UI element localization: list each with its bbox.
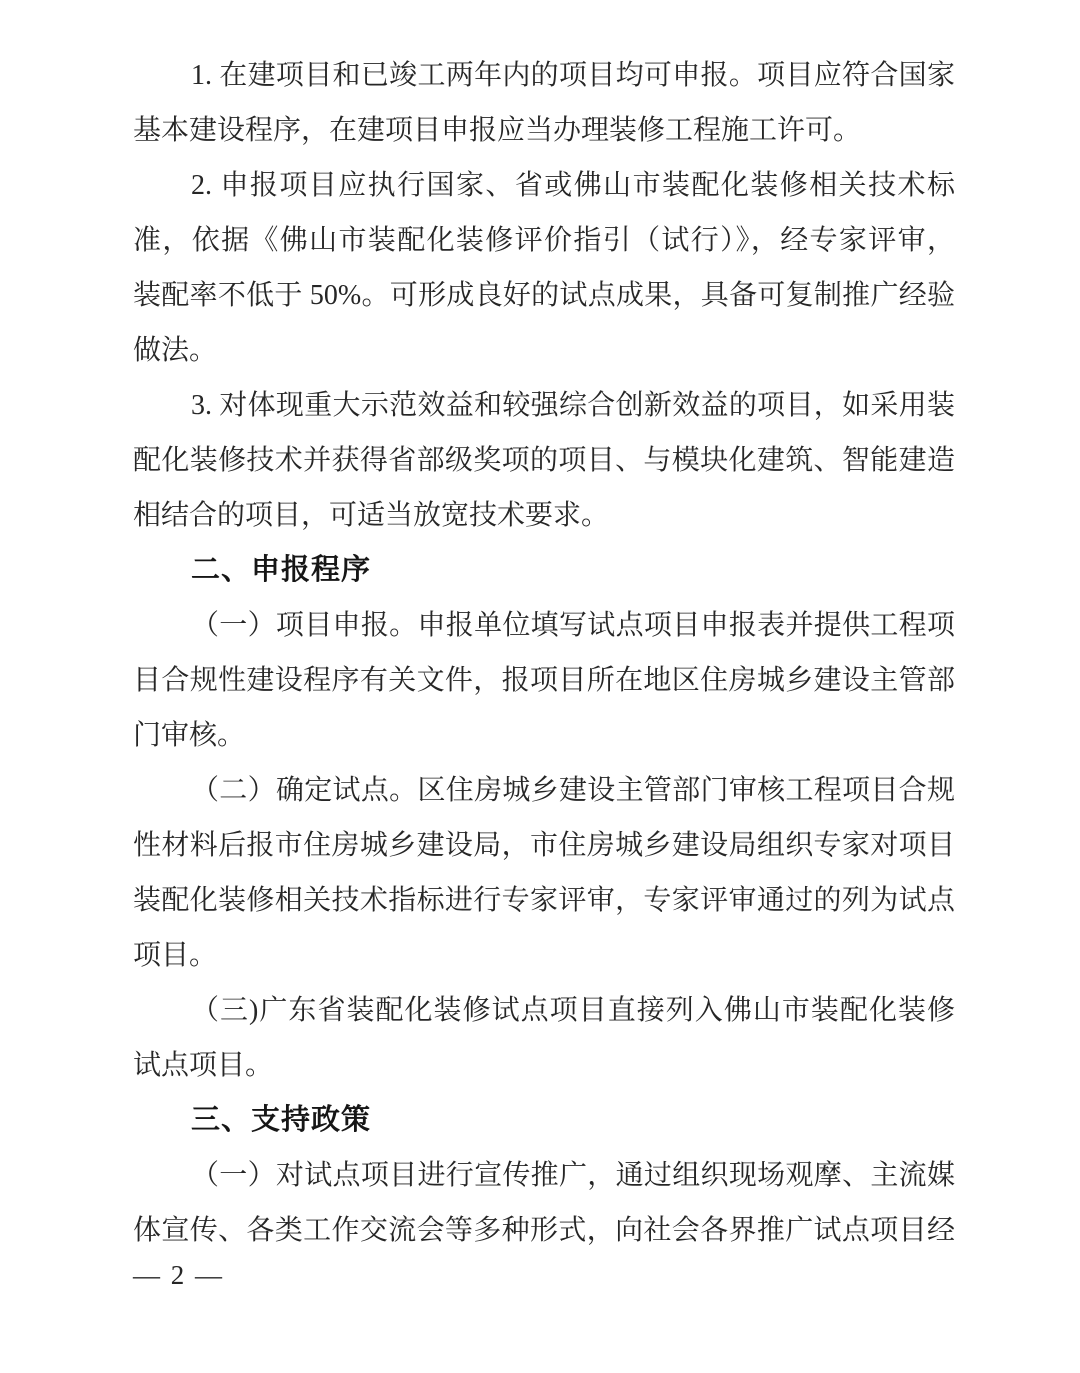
page-number: — 2 — — [133, 1260, 224, 1290]
paragraph-line: 配化装修技术并获得省部级奖项的项目、与模块化建筑、智能建造 — [133, 445, 955, 476]
document-body — [133, 48, 955, 1258]
paragraph-line: 2. 申报项目应执行国家、省或佛山市装配化装修相关技术标 — [191, 170, 955, 201]
paragraph-line: 装配化装修相关技术指标进行专家评审，专家评审通过的列为试点 — [133, 885, 955, 916]
paragraph-line: 准，依据《佛山市装配化装修评价指引（试行）》，经专家评审， — [133, 225, 955, 256]
section-heading-application-procedure: 二、申报程序 — [191, 554, 372, 586]
paragraph-line: （二）确定试点。区住房城乡建设主管部门审核工程项目合规 — [191, 775, 955, 806]
paragraph-line: 目合规性建设程序有关文件，报项目所在地区住房城乡建设主管部 — [133, 665, 955, 696]
paragraph-line: 项目。 — [133, 940, 218, 971]
paragraph-line: 3. 对体现重大示范效益和较强综合创新效益的项目，如采用装 — [191, 390, 955, 421]
paragraph-line: （一）对试点项目进行宣传推广，通过组织现场观摩、主流媒 — [191, 1160, 955, 1191]
paragraph-line: 体宣传、各类工作交流会等多种形式，向社会各界推广试点项目经 — [133, 1215, 955, 1246]
paragraph-line: 试点项目。 — [133, 1050, 274, 1081]
paragraph-line: 基本建设程序，在建项目申报应当办理装修工程施工许可。 — [133, 115, 862, 146]
paragraph-line: 相结合的项目，可适当放宽技术要求。 — [133, 500, 610, 531]
paragraph-line: 门审核。 — [133, 720, 246, 751]
paragraph-line: 1. 在建项目和已竣工两年内的项目均可申报。项目应符合国家 — [191, 60, 955, 91]
section-heading-support-policy: 三、支持政策 — [191, 1104, 372, 1136]
paragraph-line: （三)广东省装配化装修试点项目直接列入佛山市装配化装修 — [191, 995, 955, 1026]
paragraph-line: 做法。 — [133, 335, 218, 366]
paragraph-line: 性材料后报市住房城乡建设局，市住房城乡建设局组织专家对项目 — [133, 830, 955, 861]
paragraph-line: 装配率不低于 50%。可形成良好的试点成果，具备可复制推广经验 — [133, 280, 955, 311]
paragraph-line: （一）项目申报。申报单位填写试点项目申报表并提供工程项 — [191, 610, 955, 641]
